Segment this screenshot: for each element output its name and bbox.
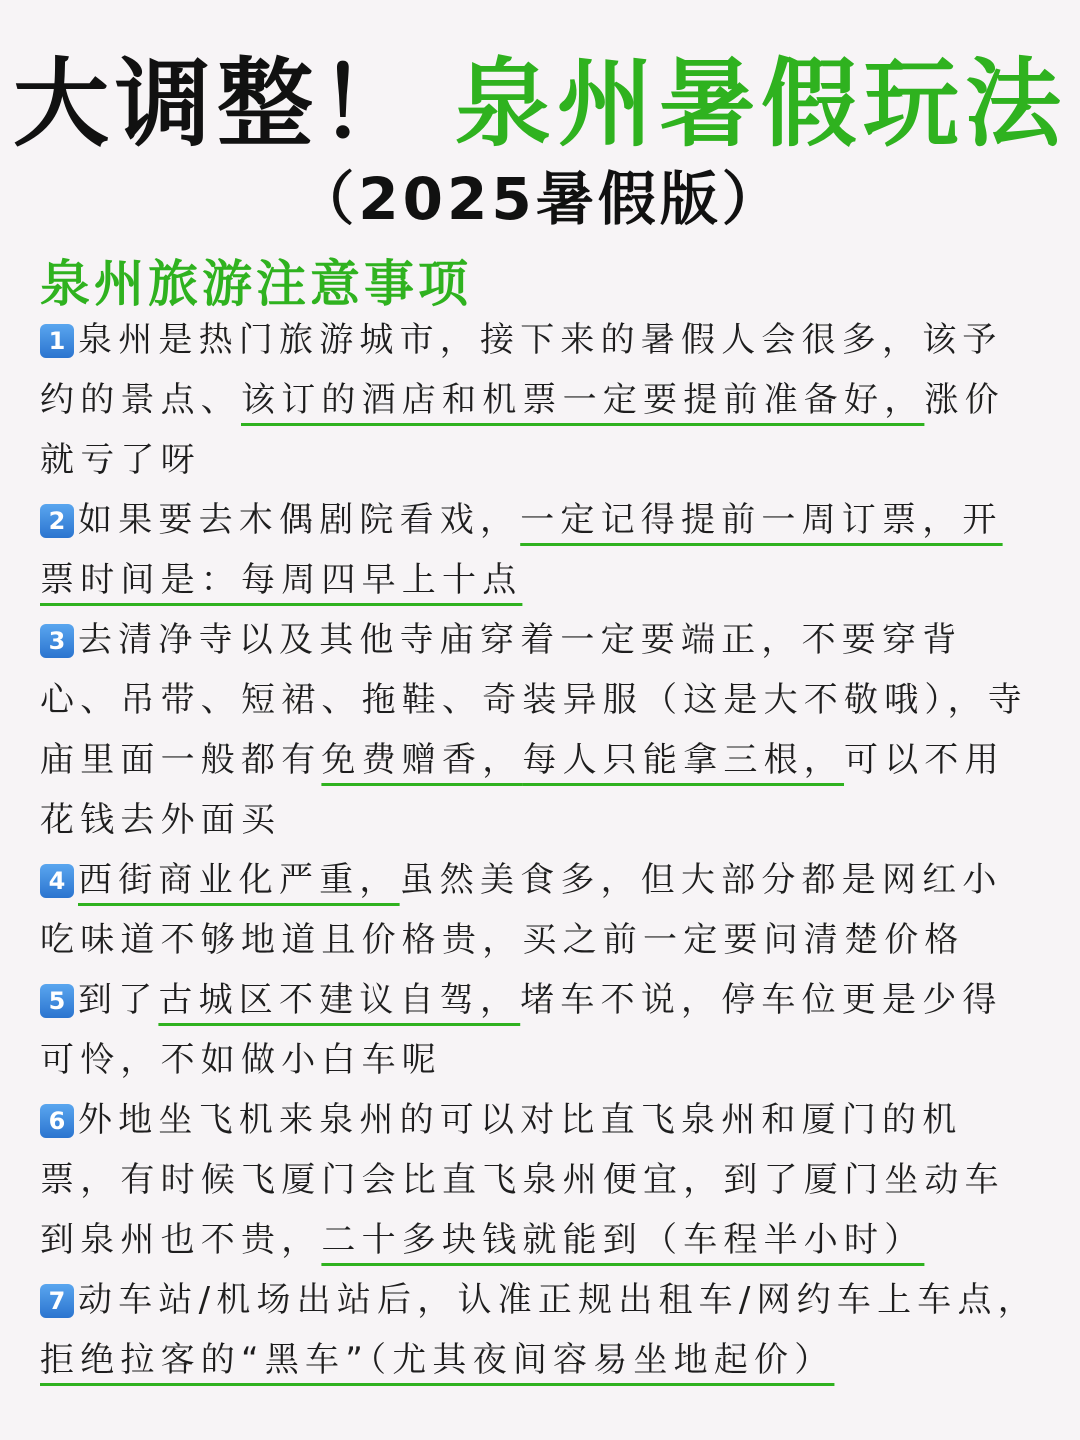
tip-text: 如果要去木偶剧院看戏， (78, 500, 521, 540)
subtitle: （2025暑假版） (296, 165, 784, 233)
tip-item-2 (40, 490, 1040, 610)
number-4-icon: 4 (40, 864, 74, 898)
number-6-icon: 6 (40, 1104, 74, 1138)
tip-text: 去清净寺以及其他寺庙穿着一定要端正，不要穿背心、吊带、短裙、拖鞋、奇装异服（这是大不敬哦），寺庙里面一般都有 (40, 620, 1028, 780)
number-2-icon: 2 (40, 504, 74, 538)
tip-text: 堵车不说，停车位更是少得可怜，不如做小白车呢 (40, 980, 1003, 1080)
tip-highlight: 拒绝拉客的“黑车”（尤其夜间容易坐地起价） (40, 1340, 835, 1380)
tip-item-1 (40, 310, 1040, 490)
tip-item-7 (40, 1270, 1040, 1390)
tips-list (40, 310, 1040, 1390)
headline-green: 泉州暑假玩法 (455, 48, 1067, 160)
tip-item-5 (40, 970, 1040, 1090)
number-1-icon: 1 (40, 324, 74, 358)
tip-text: 涨价就亏了呀 (40, 380, 1005, 480)
tip-highlight: 该订的酒店和机票一定要提前准备好， (241, 380, 925, 420)
tip-text: 外地坐飞机来泉州的可以对比直飞泉州和厦门的机票，有时候飞厦门会比直飞泉州便宜，到了厦门坐动车到泉州也不贵， (40, 1100, 1005, 1260)
tip-item-3 (40, 610, 1040, 850)
tip-item-4 (40, 850, 1040, 970)
number-5-icon: 5 (40, 984, 74, 1018)
tip-highlight: 二十多块钱就能到（车程半小时） (321, 1220, 925, 1260)
tip-highlight: 免费赠香， (321, 740, 523, 780)
tip-item-6 (40, 1090, 1040, 1270)
tip-text: 泉州是热门旅游城市，接下来的暑假人会很多，该予约的景点、 (40, 320, 1003, 420)
headline (0, 28, 1080, 165)
tip-text: 虽然美食多，但大部分都是网红小吃味道不够地道且价格贵，买之前一定要问清楚价格 (40, 860, 1003, 960)
tip-highlight: 古城区不建议自驾， (158, 980, 521, 1020)
tip-text: 动车站/机场出站后，认准正规出租车/网约车上车点， (78, 1280, 1038, 1320)
tip-highlight: 西街商业化严重， (78, 860, 400, 900)
tip-highlight: 每人只能拿三根， (522, 740, 845, 780)
section-title: 泉州旅游注意事项 (40, 255, 472, 313)
headline-black: 大调整！ (13, 48, 421, 160)
tip-highlight: 一定记得提前一周订票，开票时间是：每周四早上十点 (40, 500, 1003, 600)
number-7-icon: 7 (40, 1284, 74, 1318)
tip-text: 可以不用花钱去外面买 (40, 740, 1005, 840)
number-3-icon: 3 (40, 624, 74, 658)
tip-text: 到了 (78, 980, 159, 1020)
